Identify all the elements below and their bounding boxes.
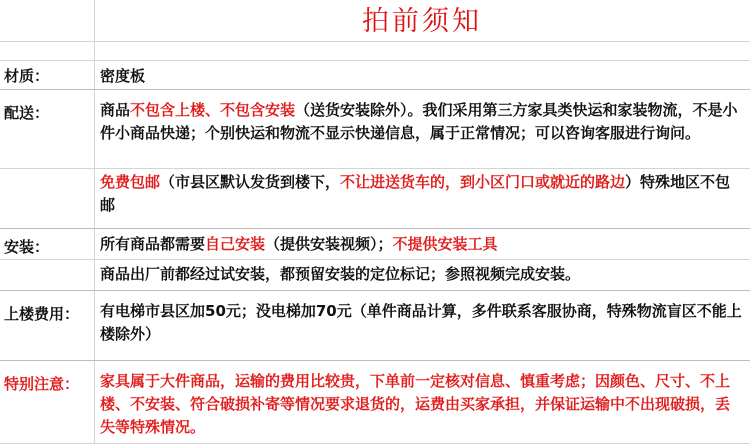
delivery-paragraph-2: [100, 171, 744, 217]
delivery-p2-text-d: ）特殊地区不包邮: [100, 173, 731, 214]
delivery-paragraph-1: [100, 99, 744, 145]
row-divider: [0, 41, 750, 42]
install-text-c: （提供安装视频）；: [265, 235, 393, 253]
row-divider: [0, 60, 750, 61]
delivery-p2-text-b: （市县区默认发货到楼下，: [160, 173, 341, 191]
material-label: 材质：: [4, 67, 50, 85]
install-label: 安装：: [4, 238, 50, 256]
delivery-p2-highlight: 不让进送货车的，到小区门口或就近的路边: [340, 173, 626, 191]
row-divider: [0, 259, 750, 260]
install-paragraph-2: 商品出厂前都经过试安装，都预留安装的定位标记；参照视频完成安装。: [100, 265, 581, 283]
notice-value: 家具属于大件商品，运输的费用比较贵，下单前一定核对信息、慎重考虑；因颜色、尺寸、不上楼、不安装、符合破损补寄等情况要求退货的，运费由买家承担，并保证运输中不出现破损，丢失等特殊情况。: [100, 372, 731, 436]
row-divider: [0, 360, 750, 361]
self-install-highlight: 自己安装: [205, 235, 266, 253]
install-text-a: 所有商品都需要: [100, 235, 206, 253]
free-shipping-highlight: 免费包邮: [100, 173, 161, 191]
delivery-label: 配送：: [4, 104, 50, 122]
row-divider: [0, 168, 750, 169]
no-tools-highlight: 不提供安装工具: [392, 235, 498, 253]
delivery-text-a: 商品: [100, 101, 131, 119]
row-divider: [0, 228, 750, 229]
upstairs-value: 有电梯市县区加50元；没电梯加70元（单件商品计算，多件联系客服协商，特殊物流盲区不能上楼除外）: [100, 302, 742, 343]
install-paragraph-1: [100, 233, 744, 256]
row-divider: [0, 290, 750, 291]
row-divider: [0, 89, 750, 90]
material-value: 密度板: [100, 67, 146, 85]
delivery-text-c: （送货安装除外）。我们采用第三方家具类快运和家装物流，不是小件小商品快递；个别快运和物流不显示快递信息，属于正常情况；可以咨询客服进行询问。: [100, 101, 738, 142]
delivery-highlight: 不包含上楼、不包含安装: [130, 101, 296, 119]
upstairs-label: 上楼费用：: [4, 305, 80, 323]
column-divider: [94, 0, 95, 444]
page-title: 拍前须知: [362, 6, 482, 37]
notice-label: 特别注意：: [4, 375, 80, 393]
